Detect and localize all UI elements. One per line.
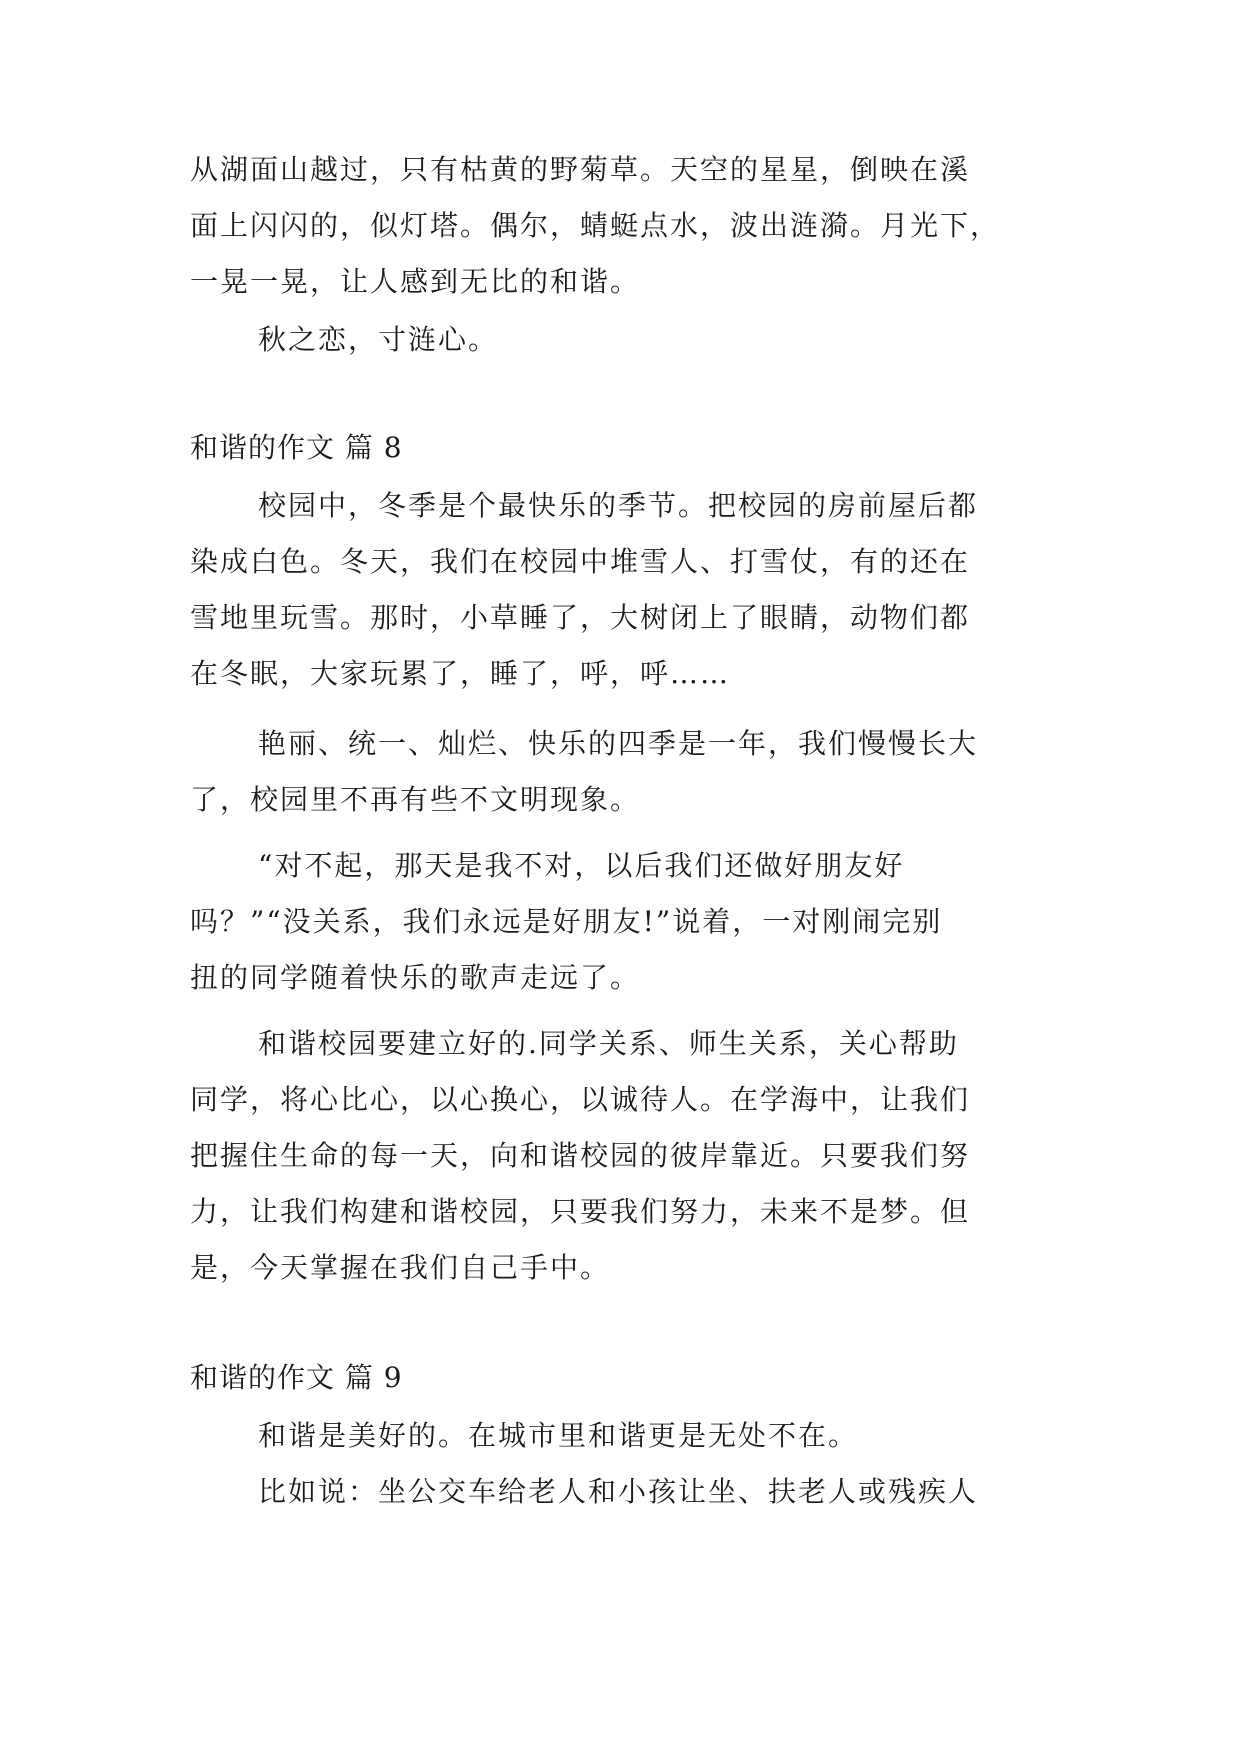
paragraph-line: 把握住生命的每一天，向和谐校园的彼岸靠近。只要我们努 (190, 1139, 971, 1172)
paragraph-line: 和谐是美好的。在城市里和谐更是无处不在。 (258, 1419, 859, 1452)
paragraph-line: 面上闪闪的，似灯塔。偶尔，蜻蜓点水，波出涟漪。月光下， (190, 209, 1001, 242)
paragraph-line: 同学，将心比心，以心换心，以诚待人。在学海中，让我们 (190, 1083, 971, 1116)
paragraph-line: 从湖面山越过，只有枯黄的野菊草。天空的星星，倒映在溪 (190, 153, 971, 186)
section-heading: 和谐的作文 篇 8 (190, 431, 403, 464)
paragraph-line: 扭的同学随着快乐的歌声走远了。 (190, 961, 641, 994)
paragraph-line: 是，今天掌握在我们自己手中。 (190, 1251, 611, 1284)
paragraph-line: 秋之恋，寸涟心。 (258, 323, 499, 356)
paragraph-line: “对不起，那天是我不对，以后我们还做好朋友好 (258, 849, 905, 882)
paragraph-line: 在冬眠，大家玩累了，睡了，呼，呼…… (190, 657, 731, 690)
paragraph-line: 比如说：坐公交车给老人和小孩让坐、扶老人或残疾人 (258, 1475, 979, 1508)
paragraph-line: 了，校园里不再有些不文明现象。 (190, 783, 641, 816)
paragraph-line: 力，让我们构建和谐校园，只要我们努力，未来不是梦。但 (190, 1195, 971, 1228)
paragraph-line: 一晃一晃，让人感到无比的和谐。 (190, 265, 641, 298)
paragraph-line: 校园中，冬季是个最快乐的季节。把校园的房前屋后都 (258, 489, 979, 522)
section-heading: 和谐的作文 篇 9 (190, 1361, 403, 1394)
paragraph-line: 染成白色。冬天，我们在校园中堆雪人、打雪仗，有的还在 (190, 545, 971, 578)
paragraph-line: 吗？”“没关系，我们永远是好朋友!”说着，一对刚闹完别 (190, 905, 943, 938)
paragraph-line: 雪地里玩雪。那时，小草睡了，大树闭上了眼睛，动物们都 (190, 601, 971, 634)
paragraph-line: 艳丽、统一、灿烂、快乐的四季是一年，我们慢慢长大 (258, 727, 979, 760)
paragraph-line: 和谐校园要建立好的.同学关系、师生关系，关心帮助 (258, 1027, 959, 1060)
